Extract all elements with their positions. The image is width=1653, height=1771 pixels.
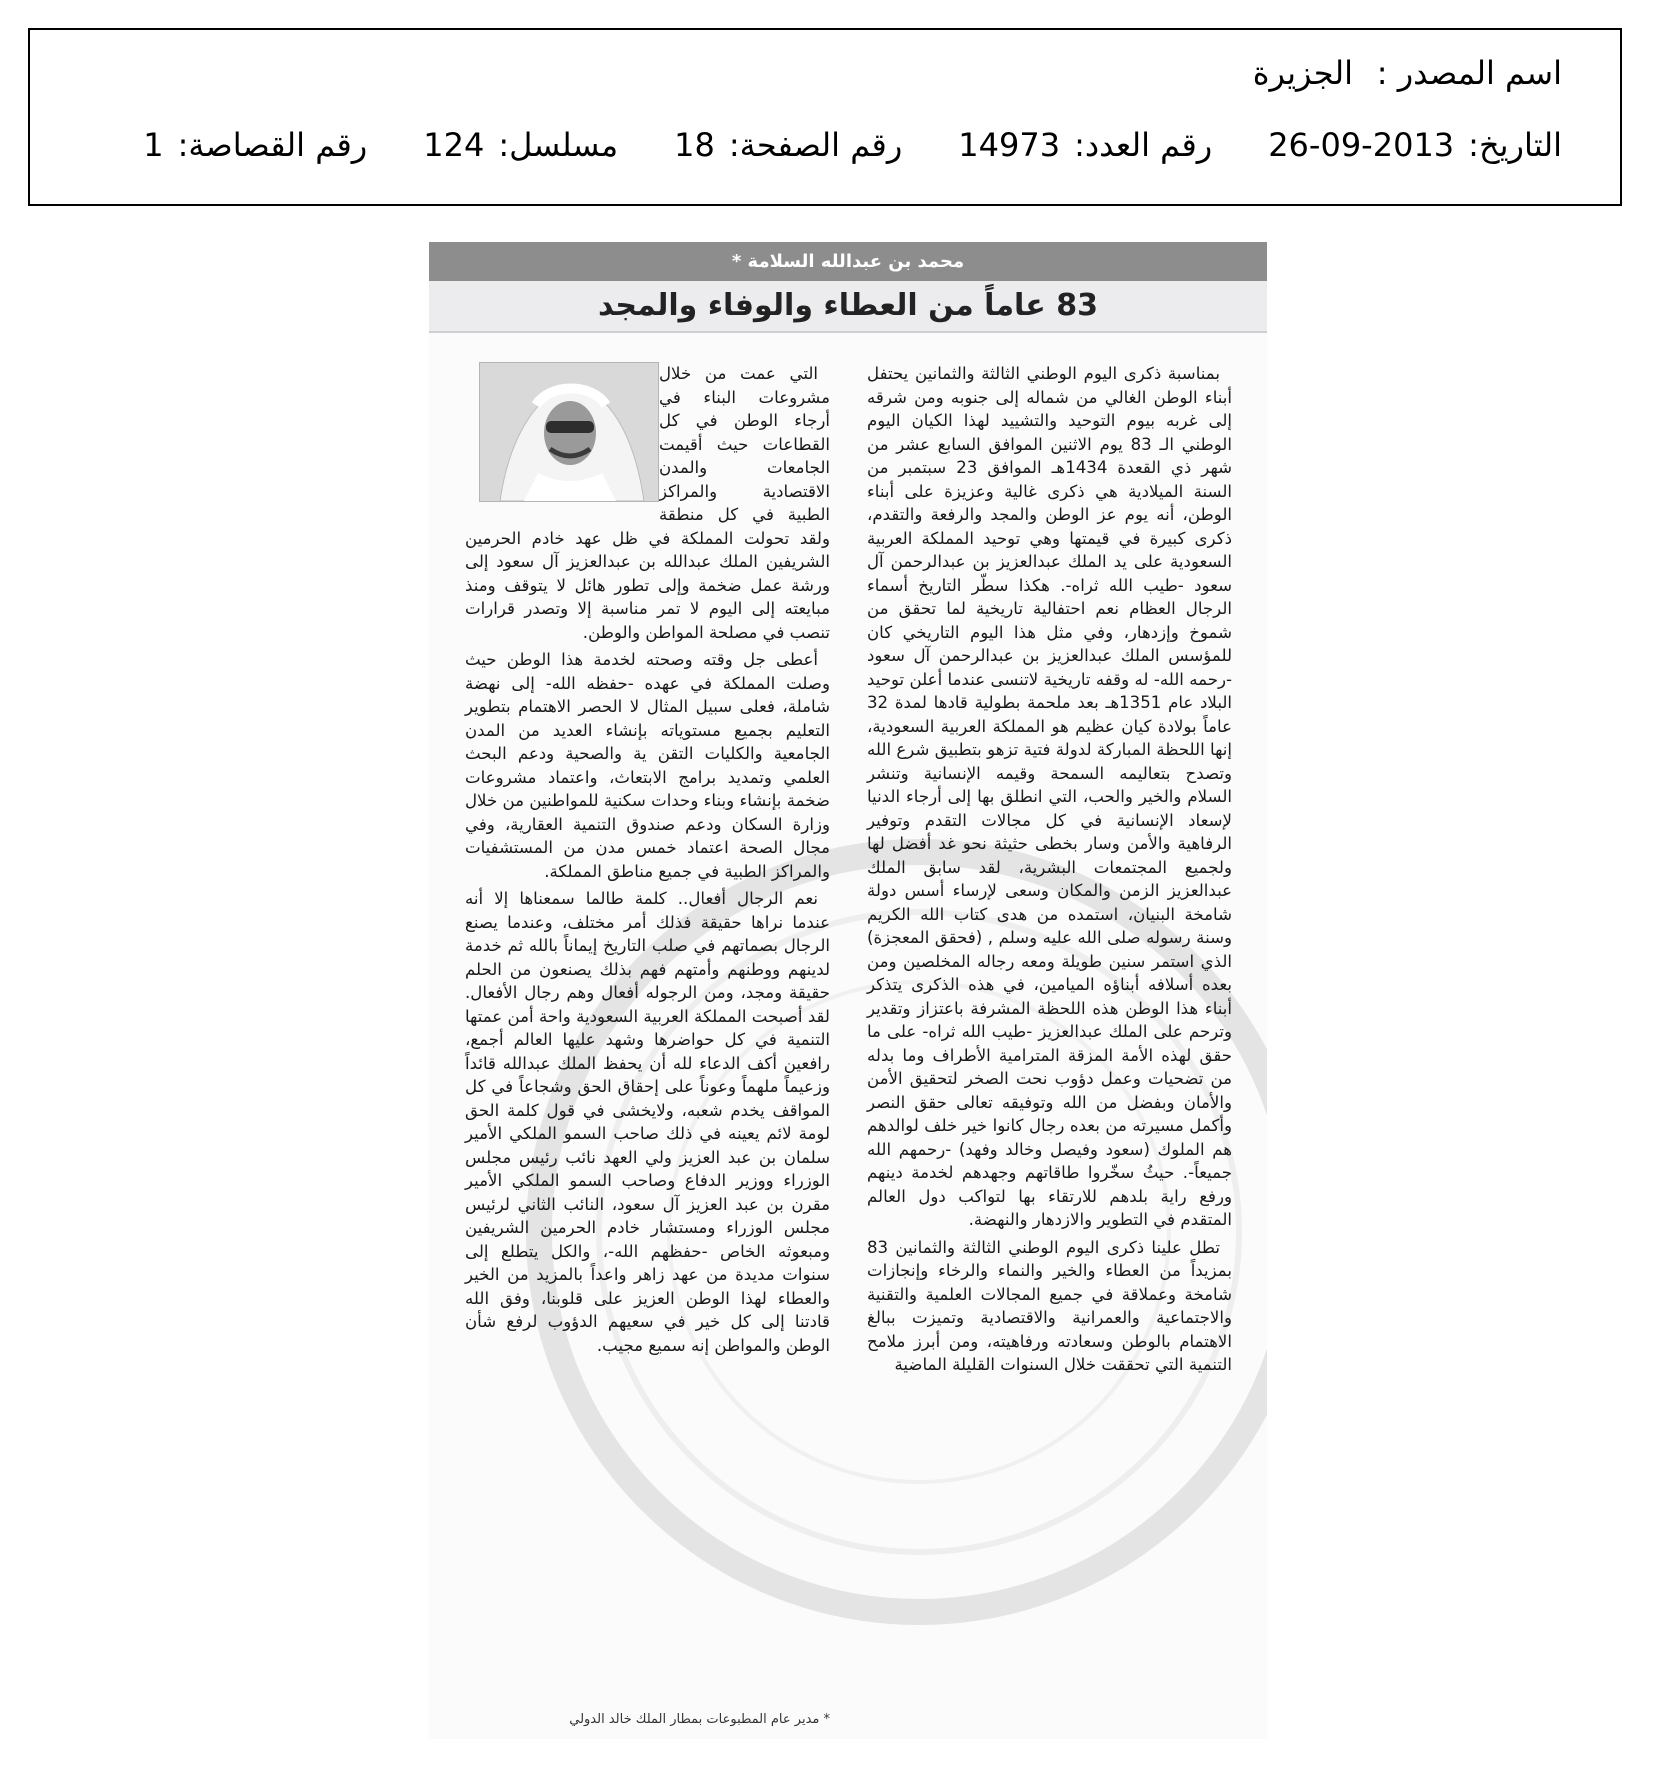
article-title: 83 عاماً من العطاء والوفاء والمجد — [429, 281, 1267, 333]
page-label: رقم الصفحة: — [728, 126, 903, 164]
date-value: 2013-09-26 — [1268, 126, 1455, 164]
details-row — [143, 126, 1562, 164]
source-label: اسم المصدر : — [1376, 54, 1562, 92]
article-column-left — [465, 362, 830, 1361]
issue-label: رقم العدد: — [1074, 126, 1213, 164]
source-value: الجزيرة — [1252, 54, 1353, 92]
date-label: التاريخ: — [1468, 126, 1562, 164]
serial-field — [423, 126, 618, 164]
metadata-box — [28, 28, 1622, 206]
clip-value: 1 — [143, 126, 164, 164]
source-row — [1253, 54, 1562, 92]
author-footnote: * مدير عام المطبوعات بمطار الملك خالد الدولي — [569, 1712, 830, 1727]
author-portrait-image — [480, 363, 658, 501]
paragraph: تطل علينا ذكرى اليوم الوطني الثالثة والثمانين 83 بمزيداً من العطاء والخير والنماء والرخاء وإنجازات شامخة وعملاقة في جميع المجالات العلمية والتقنية والاجتماعية والعمرانية والاقتصادية وتميزت ببالغ الاهتمام بالوطن وسعادته ورفاهيته، ومن أبرز ملامح التنمية التي تحققت خلال السنوات القليلة الماضية — [867, 1237, 1232, 1374]
page-field — [674, 126, 902, 164]
paragraph: نعم الرجال أفعال.. كلمة طالما سمعناها إلا أنه عندما نراها حقيقة فذلك أمر مختلف، وعندما يصنع الرجال بصماتهم في صلب التاريخ إيماناً بالله ثم خدمة لدينهم ووطنهم وأمتهم فهم بذلك يصنعون من الحلم حقيقة ومجد، ومن الرجوله أفعال وهم رجال الأفعال. لقد أصبحت المملكة العربية السعودية واحة أمن عمتها التنمية في كل حواضرها وشهد عليها العالم أجمع، رافعين أكف الدعاء لله أن يحفظ الملك عبدالله قائداً وزعيماً ملهماً وعوناً على إحقاق الحق وشجاعاً في كل المواقف يخدم شعبه، ولايخشى في قول كلمة الحق لومة لائم يعينه في ذلك صاحب السمو الملكي الأمير سلمان بن عبد العزيز ولي العهد نائب رئيس مجلس الوزراء ووزير الدفاع وصاحب السمو الملكي الأمير مقرن بن عبد العزيز آل سعود، النائب الثاني لرئيس مجلس الوزراء ومستشار خادم الحرمين الشريفين ومبعوثه الخاص -حفظهم الله-، والكل يتطلع إلى سنوات مديدة من عهد زاهر واعداً بالمزيد من الخير والعطاء لهذا الوطن العزيز على قلوبنا، وفق الله قادتنا إلى كل خير في سعيهم الدؤوب لرفع شأن الوطن والمواطن إنه سميع مجيب. — [465, 889, 830, 1355]
date-field — [1268, 126, 1562, 164]
paragraph: أعطى جل وقته وصحته لخدمة هذا الوطن حيث وصلت المملكة في عهده -حفظه الله- إلى نهضة شاملة، فعلى سبيل المثال لا الحصر الاهتمام بتطوير التعليم بجميع مستوياته بإنشاء العديد من المدن الجامعية والكليات التقن ية والصحية ودعم البحث العلمي وتمديد برامج الابتعاث، واعتماد مشروعات ضخمة بإنشاء وبناء وحدات سكنية للمواطنين من خلال وزارة السكان ودعم صندوق التنمية العقارية، وفي مجال الصحة اعتماد خمس مدن من المستشفيات والمراكز الطبية في جميع مناطق المملكة. — [465, 650, 830, 881]
clip-field — [143, 126, 367, 164]
newspaper-clipping — [429, 242, 1267, 1739]
issue-field — [958, 126, 1212, 164]
page-value: 18 — [674, 126, 715, 164]
serial-label: مسلسل: — [498, 126, 619, 164]
article-column-right — [867, 362, 1232, 1381]
paragraph: التي عمت من خلال مشروعات البناء في أرجاء الوطن في كل القطاعات حيث أقيمت الجامعات والمدن الاقتصادية والمراكز الطبية في كل منطقة ولقد تحولت المملكة في ظل عهد خادم الحرمين الشريفين الملك عبدالله بن عبدالعزيز آل سعود إلى ورشة عمل ضخمة وإلى تطور هائل لا يتوقف ومنذ مبايعته إلى اليوم لا تمر مناسبة إلا وتصدر قرارات تنصب في مصلحة المواطن والوطن. — [465, 364, 830, 642]
author-byline: محمد بن عبدالله السلامة * — [429, 242, 1267, 281]
issue-value: 14973 — [958, 126, 1061, 164]
clip-label: رقم القصاصة: — [177, 126, 368, 164]
author-photo — [479, 362, 659, 502]
paragraph: بمناسبة ذكرى اليوم الوطني الثالثة والثمانين يحتفل أبناء الوطن الغالي من شماله إلى جنوبه ومن شرقه إلى غربه بيوم التوحيد والتشييد لهذا الكيان اليوم الوطني الـ 83 يوم الاثنين الموافق السابع عشر من شهر ذي القعدة 1434هـ الموافق 23 سبتمبر من السنة الميلادية هي ذكرى غالية وعزيزة على أبناء الوطن، أنه يوم عز الوطن والمجد والرفعة والتقدم، ذكرى كبيرة في قيمتها وهي توحيد المملكة العربية السعودية على يد الملك عبدالعزيز بن عبدالرحمن آل سعود -طيب الله ثراه-. هكذا سطّر التاريخ أسماء الرجال العظام نعم احتفالية تاريخية لما تحقق من شموخ وإزدهار، وفي مثل هذا اليوم التاريخي كان للمؤسس الملك عبدالعزيز بن عبدالرحمن آل سعود -رحمه الله- له وقفه تاريخية لاتنسى عندما أعلن توحيد البلاد عام 1351هـ بعد ملحمة بطولية قادها لمدة 32 عاماً بولادة كيان عظيم هو المملكة العربية السعودية، إنها اللحظة المباركة لدولة فتية تزهو بتطبيق شرع الله وتصدح بتعاليمه السمحة وقيمه الإنسانية وتنشر السلام والخير والحب، التي انطلق بها إلى أرجاء الدنيا لإسعاد الإنسانية في كل مجالات التقدم وتوفير الرفاهية والأمن وسار بخطى حثيثة نحو غد أفضل لها ولجميع المجتمعات البشرية، لقد سابق الملك عبدالعزيز الزمن والمكان وسعى لإرساء أسس دولة شامخة البنيان، استمده من هدى كتاب الله الكريم وسنة رسوله صلى الله عليه وسلم , (فحقق المعجزة) الذي استمر سنين طويلة ومعه رجاله المخلصين ومن بعده أسلافه أبناؤه الميامين، في هذه الذكرى يتذكر أبناء هذا الوطن هذه اللحظة المشرفة باعتزاز وتقدير وترحم على الملك عبدالعزيز -طيب الله ثراه- على ما حقق لهذه الأمة المزقة المترامية الأطراف وما بدله من تضحيات وعمل دؤوب نحت الصخر لتحقيق الأمن والأمان وبفضل من الله وتوفيقه تعالى حقق النصر وأكمل مسيرته من بعده رجال كانوا خير خلف لوالدهم هم الملوك (سعود وفيصل وخالد وفهد) -رحمهم الله جميعاً-. حيثُ سخّروا طاقاتهم وجهدهم لخدمة دينهم ورفع راية بلدهم للارتقاء بها لتواكب دول العالم المتقدم في التطوير والازدهار والنهضة. — [867, 364, 1232, 1229]
serial-value: 124 — [423, 126, 485, 164]
